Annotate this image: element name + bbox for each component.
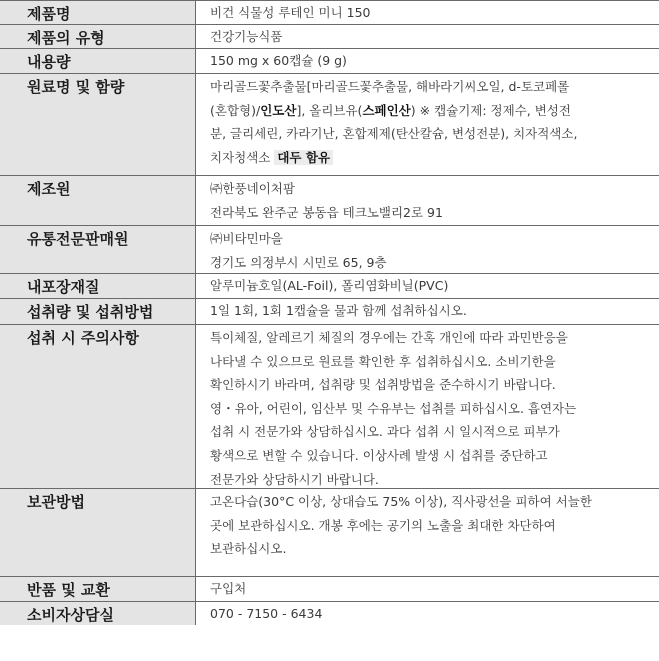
ingredients-line-1: 마리골드꽃추출물[마리골드꽃추출물, 해바라기씨오일, d-토코페롤 xyxy=(210,79,570,94)
origin-spain: 스페인산 xyxy=(362,102,411,118)
cautions-line: 나타낼 수 있으므로 원료를 확인한 후 섭취하십시오. 소비기한을 xyxy=(210,353,556,369)
label-capacity: 내용량 xyxy=(0,49,196,73)
row-intake xyxy=(0,299,659,325)
value-product-name: 비건 식물성 루테인 미니 150 xyxy=(210,5,371,20)
cautions-line: 섭취 시 전문가와 상담하십시오. 과다 섭취 시 일시적으로 피부가 xyxy=(210,424,560,440)
value-distributor xyxy=(196,226,659,273)
storage-line: 고온다습(30°C 이상, 상대습도 75% 이상), 직사광선을 피하여 서늘한 xyxy=(210,494,592,509)
label-consumer-center: 소비자상담실 xyxy=(0,602,196,625)
row-product-type xyxy=(0,25,659,49)
label-intake: 섭취량 및 섭취방법 xyxy=(0,299,196,324)
value-consumer-phone: 070 - 7150 - 6434 xyxy=(210,606,323,621)
storage-line: 보관하십시오. xyxy=(210,541,287,557)
value-packaging: 알루미늄호일(AL-Foil), 폴리염화비닐(PVC) xyxy=(210,278,449,293)
manufacturer-name: ㈜한풍네이처팜 xyxy=(210,181,295,196)
label-distributor: 유통전문판매원 xyxy=(0,226,196,273)
row-cautions xyxy=(0,325,659,489)
ingredients-text: ], 올리브유( xyxy=(296,102,363,118)
row-consumer-center xyxy=(0,602,659,625)
row-product-name xyxy=(0,1,659,25)
allergen-soy: 대두 함유 xyxy=(274,150,333,165)
storage-line: 곳에 보관하십시오. 개봉 후에는 공기의 노출을 최대한 차단하여 xyxy=(210,517,556,533)
ingredients-line-2 xyxy=(210,99,659,123)
label-product-type: 제품의 유형 xyxy=(0,25,196,48)
value-intake: 1일 1회, 1회 1캡슐을 물과 함께 섭취하십시오. xyxy=(210,303,467,318)
label-ingredients: 원료명 및 함량 xyxy=(0,74,196,175)
cautions-line: 영・유아, 어린이, 임산부 및 수유부는 섭취를 피하십시오. 흡연자는 xyxy=(210,400,577,416)
manufacturer-address: 전라북도 완주군 봉동읍 테크노밸리2로 91 xyxy=(210,204,443,220)
distributor-address: 경기도 의정부시 시민로 65, 9층 xyxy=(210,254,387,270)
row-capacity xyxy=(0,49,659,74)
cautions-line: 확인하시기 바라며, 섭취량 및 섭취방법을 준수하시기 바랍니다. xyxy=(210,377,556,393)
origin-india: 인도산 xyxy=(260,102,297,118)
ingredients-line-3: 분, 글리세린, 카라기난, 혼합제제(탄산칼슘, 변성전분), 치자적색소, xyxy=(210,126,578,142)
label-storage: 보관방법 xyxy=(0,489,196,576)
label-manufacturer: 제조원 xyxy=(0,176,196,225)
row-distributor xyxy=(0,226,659,274)
row-manufacturer xyxy=(0,176,659,226)
value-returns: 구입처 xyxy=(210,581,247,596)
row-packaging xyxy=(0,274,659,299)
label-product-name: 제품명 xyxy=(0,1,196,24)
row-ingredients xyxy=(0,74,659,176)
label-packaging: 내포장재질 xyxy=(0,274,196,298)
value-manufacturer xyxy=(196,176,659,225)
value-product-type: 건강기능식품 xyxy=(210,29,283,44)
ingredients-text: 치자청색소 xyxy=(210,149,275,165)
cautions-line: 특이체질, 알레르기 체질의 경우에는 간혹 개인에 따라 과민반응을 xyxy=(210,330,568,345)
ingredients-text: (혼합형)/ xyxy=(210,102,261,118)
value-cautions xyxy=(196,325,659,488)
ingredients-line-4 xyxy=(210,146,659,170)
label-cautions: 섭취 시 주의사항 xyxy=(0,325,196,488)
label-returns: 반품 및 교환 xyxy=(0,577,196,601)
cautions-line: 황색으로 변할 수 있습니다. 이상사례 발생 시 섭취를 중단하고 xyxy=(210,447,548,463)
row-returns xyxy=(0,577,659,602)
ingredients-text: ) ※ 캡슐기제: 정제수, 변성전 xyxy=(410,102,571,118)
distributor-name: ㈜비타민마을 xyxy=(210,231,283,246)
value-capacity: 150 mg x 60캡슐 (9 g) xyxy=(210,53,347,68)
value-storage xyxy=(196,489,659,576)
cautions-line: 전문가와 상담하시기 바랍니다. xyxy=(210,471,379,487)
row-storage xyxy=(0,489,659,577)
value-ingredients xyxy=(196,74,659,175)
